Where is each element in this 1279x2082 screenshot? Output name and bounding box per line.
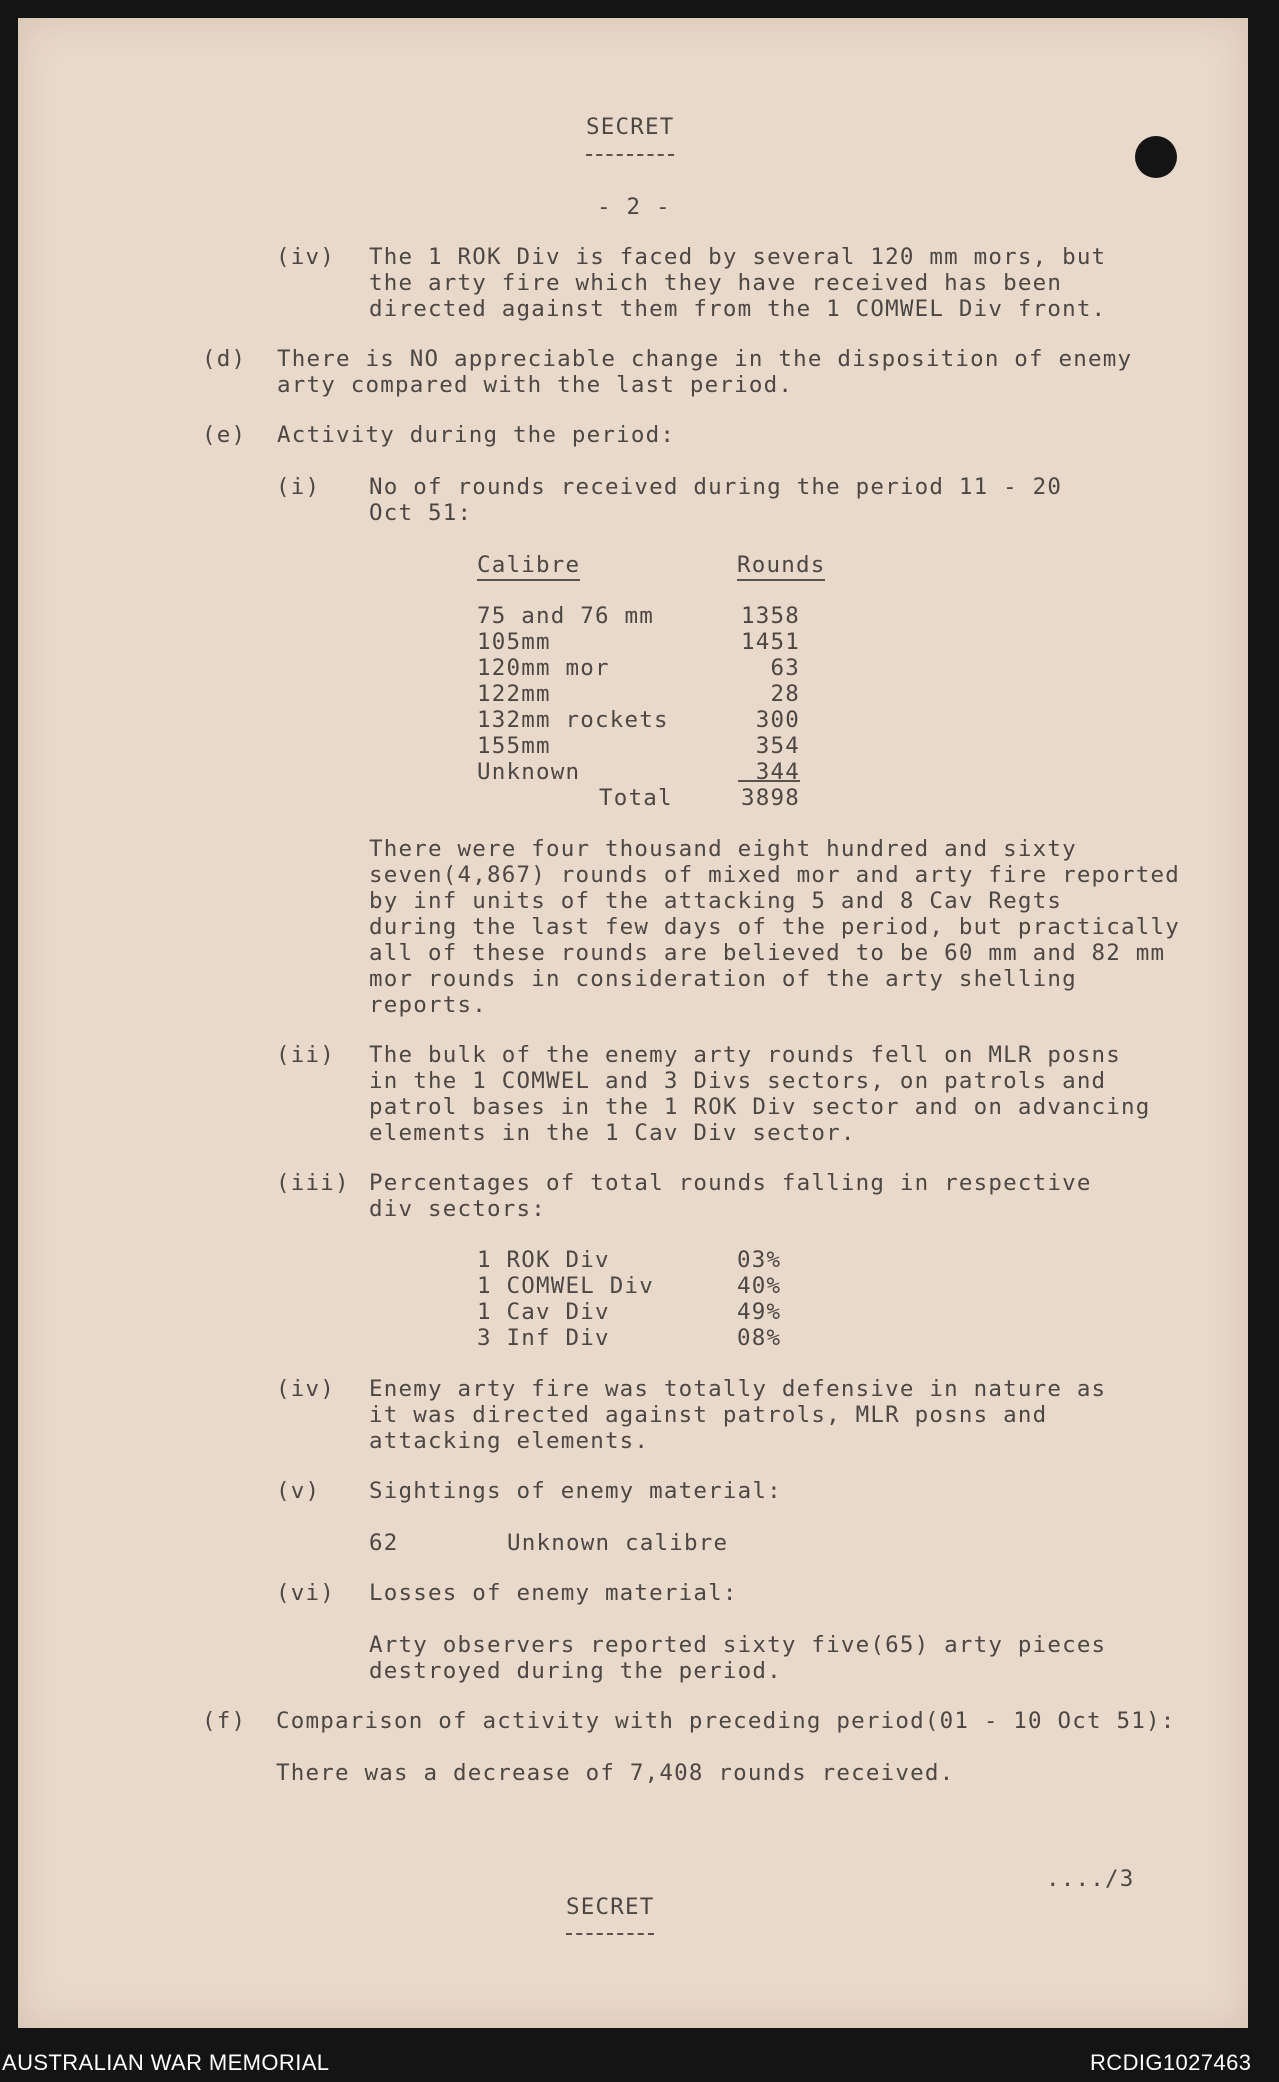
section-d-line-2: arty compared with the last period. — [277, 372, 794, 398]
e-i-para-line: There were four thousand eight hundred and sixty — [369, 836, 1077, 862]
pct-row-div: 3 Inf Div — [477, 1325, 610, 1351]
e-i-label: (i) — [276, 474, 321, 500]
section-f-text: There was a decrease of 7,408 rounds received. — [276, 1760, 955, 1786]
table-header-calibre: Calibre — [477, 552, 580, 581]
e-i-para-line: seven(4,867) rounds of mixed mor and arty fire reported — [369, 862, 1181, 888]
section-e-label: (e) — [202, 422, 247, 448]
table-row-calibre: 75 and 76 mm — [477, 603, 654, 629]
table-row-rounds: 1451 — [741, 629, 800, 655]
table-header-rounds: Rounds — [737, 552, 825, 581]
pct-row-div: 1 ROK Div — [477, 1247, 610, 1273]
e-v-heading: Sightings of enemy material: — [369, 1478, 782, 1504]
table-row-rounds: 300 — [755, 707, 800, 733]
e-iii-line: Percentages of total rounds falling in respective — [369, 1170, 1092, 1196]
section-f-label: (f) — [202, 1708, 247, 1734]
e-iv-line: Enemy arty fire was totally defensive in nature as — [369, 1376, 1107, 1402]
table-row-calibre: 155mm — [477, 733, 551, 759]
table-row-calibre: Unknown — [477, 759, 581, 785]
pct-row-value: 49% — [737, 1299, 782, 1325]
pct-row-value: 40% — [737, 1273, 782, 1299]
table-row-calibre: 105mm — [477, 629, 551, 655]
e-ii-line: elements in the 1 Cav Div sector. — [369, 1120, 856, 1146]
table-row-rounds: 63 — [770, 655, 800, 681]
e-iv-line: it was directed against patrols, MLR posns and — [369, 1402, 1048, 1428]
intro-iv-line-3: directed against them from the 1 COMWEL Div front. — [369, 296, 1107, 322]
page-number: - 2 - — [597, 194, 671, 220]
table-row-calibre: 132mm rockets — [477, 707, 669, 733]
pct-row-div: 1 Cav Div — [477, 1299, 610, 1325]
intro-iv-line-2: the arty fire which they have received has been — [369, 270, 1063, 296]
section-e-heading: Activity during the period: — [277, 422, 676, 448]
header-underline — [586, 154, 674, 156]
continuation-marker: ..../3 — [1046, 1866, 1135, 1892]
e-vi-line: Arty observers reported sixty five(65) arty pieces — [369, 1632, 1107, 1658]
table-row-rounds: 354 — [755, 733, 800, 759]
punch-hole — [1135, 136, 1177, 178]
table-row-calibre: 122mm — [477, 681, 551, 707]
pct-row-value: 08% — [737, 1325, 782, 1351]
section-d-line-1: There is NO appreciable change in the disposition of enemy — [277, 346, 1133, 372]
e-i-line-1: No of rounds received during the period 11 - 20 — [369, 474, 1063, 500]
intro-iv-line-1: The 1 ROK Div is faced by several 120 mm mors, but — [369, 244, 1107, 270]
e-ii-label: (ii) — [276, 1042, 335, 1068]
sightings-desc: Unknown calibre — [507, 1530, 729, 1556]
e-iii-label: (iii) — [276, 1170, 350, 1196]
header-classification: SECRET — [586, 114, 675, 140]
e-iii-line: div sectors: — [369, 1196, 546, 1222]
e-iv-label: (iv) — [276, 1376, 335, 1402]
sightings-count: 62 — [369, 1530, 399, 1556]
intro-iv-label: (iv) — [276, 244, 335, 270]
e-i-line-2: Oct 51: — [369, 500, 473, 526]
e-i-para-line: during the last few days of the period, but practically — [369, 914, 1181, 940]
table-total-label: Total — [599, 785, 673, 811]
e-vi-label: (vi) — [276, 1580, 335, 1606]
e-i-para-line: by inf units of the attacking 5 and 8 Cav Regts — [369, 888, 1063, 914]
table-row-rounds: 344 — [755, 759, 800, 785]
archive-id: RCDIG1027463 — [1090, 2050, 1252, 2075]
e-ii-line: patrol bases in the 1 ROK Div sector and on advancing — [369, 1094, 1151, 1120]
table-row-rounds: 1358 — [741, 603, 800, 629]
pct-row-div: 1 COMWEL Div — [477, 1273, 654, 1299]
e-i-para-line: reports. — [369, 992, 487, 1018]
table-row-rounds: 28 — [770, 681, 800, 707]
table-total-value: 3898 — [741, 785, 800, 811]
archive-footer — [0, 2046, 1279, 2082]
footer-classification: SECRET — [566, 1894, 655, 1920]
pct-row-value: 03% — [737, 1247, 782, 1273]
table-row-calibre: 120mm mor — [477, 655, 610, 681]
archive-name: AUSTRALIAN WAR MEMORIAL — [2, 2050, 330, 2075]
e-vi-heading: Losses of enemy material: — [369, 1580, 738, 1606]
e-i-para-line: mor rounds in consideration of the arty shelling — [369, 966, 1077, 992]
e-ii-line: in the 1 COMWEL and 3 Divs sectors, on patrols and — [369, 1068, 1107, 1094]
e-v-label: (v) — [276, 1478, 321, 1504]
section-f-heading: Comparison of activity with preceding period(01 - 10 Oct 51): — [276, 1708, 1176, 1734]
e-iv-line: attacking elements. — [369, 1428, 650, 1454]
section-d-label: (d) — [202, 346, 247, 372]
footer-underline — [566, 1933, 654, 1935]
e-i-para-line: all of these rounds are believed to be 60 mm and 82 mm — [369, 940, 1166, 966]
total-rule — [738, 780, 800, 782]
e-ii-line: The bulk of the enemy arty rounds fell on MLR posns — [369, 1042, 1122, 1068]
e-vi-line: destroyed during the period. — [369, 1658, 782, 1684]
